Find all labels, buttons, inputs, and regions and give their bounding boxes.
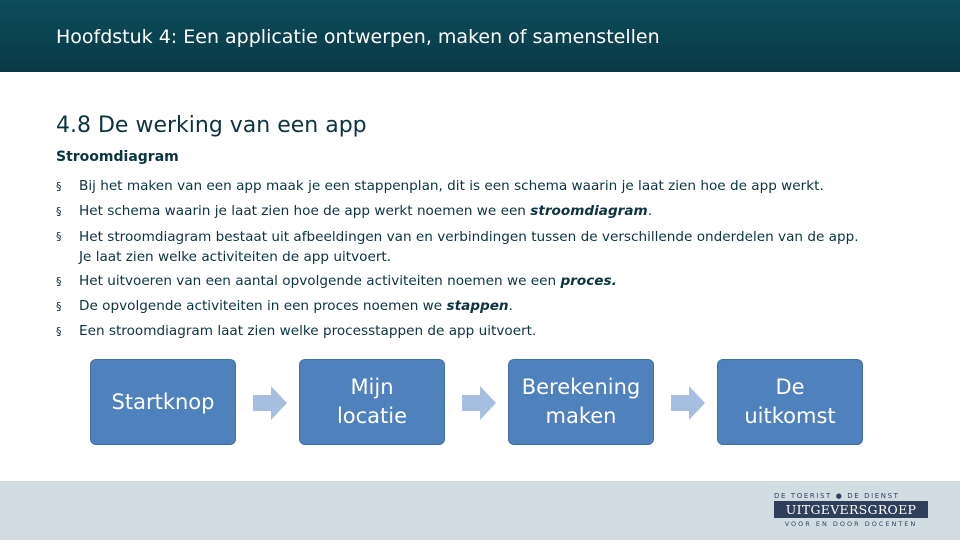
bullet-marker: § (56, 180, 62, 193)
bullet-list (56, 174, 936, 344)
publisher-logo (774, 492, 928, 530)
bullet-emphasis: stappen (446, 298, 509, 314)
flow-step-de-uitkomst (717, 359, 863, 445)
chapter-title: Hoofdstuk 4: Een applicatie ontwerpen, maken of samenstellen (56, 26, 660, 48)
arrow-right-icon (253, 386, 287, 420)
bullet-text-line2: Je laat zien welke activiteiten de app uitvoert. (79, 249, 392, 265)
bullet-text: Het schema waarin je laat zien hoe de app werkt noemen we een (79, 203, 531, 219)
bullet-marker: § (56, 300, 62, 313)
bullet-emphasis: proces. (560, 273, 617, 289)
slide-header (0, 0, 960, 72)
bullet-marker: § (56, 275, 62, 288)
section-title: 4.8 De werking van een app (56, 113, 367, 138)
bullet-item (56, 294, 936, 319)
logo-top-text: DE TOERIST ● DE DIENST (774, 492, 900, 500)
flow-step-label: Berekening maken (521, 375, 641, 428)
bullet-text: Bij het maken van een app maak je een stappenplan, dit is een schema waarin je laat zien hoe de app werkt. (79, 178, 824, 194)
bullet-text: De opvolgende activiteiten in een proces noemen we (79, 298, 447, 314)
bullet-text: Het stroomdiagram bestaat uit afbeeldingen van en verbindingen tussen de verschillende onderdelen van de app. (79, 229, 859, 245)
flow-step-mijn-locatie (299, 359, 445, 445)
logo-bottom-text: VOOR EN DOOR DOCENTEN (784, 520, 918, 528)
bullet-marker: § (56, 205, 62, 218)
logo-main-text: UITGEVERSGROEP (774, 501, 928, 518)
bullet-marker: § (56, 325, 62, 338)
bullet-marker: § (56, 230, 62, 243)
arrow-right-icon (462, 386, 496, 420)
flow-step-label: Mijn locatie (336, 375, 408, 428)
bullet-emphasis: stroomdiagram (530, 203, 648, 219)
bullet-suffix: . (647, 203, 653, 219)
subtitle: Stroomdiagram (56, 149, 179, 165)
flow-step-berekening-maken (508, 359, 654, 445)
bullet-item (56, 199, 936, 224)
bullet-suffix: . (508, 298, 513, 314)
bullet-item (56, 269, 936, 294)
arrow-right-icon (671, 386, 705, 420)
bullet-text: Een stroomdiagram laat zien welke processtappen de app uitvoert. (79, 323, 537, 339)
bullet-text: Het uitvoeren van een aantal opvolgende activiteiten noemen we een (79, 273, 561, 289)
bullet-item (56, 319, 936, 344)
bullet-item (56, 174, 936, 199)
flow-step-label: Startknop (111, 389, 215, 414)
flow-step-startknop (90, 359, 236, 445)
bullet-item (56, 224, 936, 269)
flow-step-label: De uitkomst (744, 375, 836, 428)
